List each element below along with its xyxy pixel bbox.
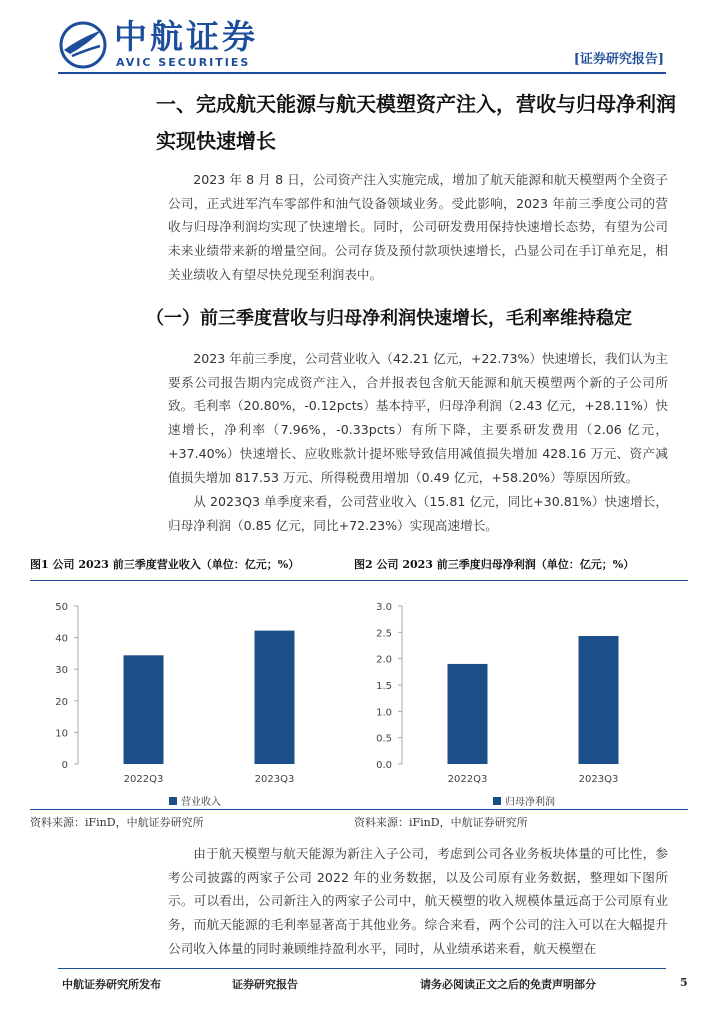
legend-label: 营业收入 bbox=[181, 797, 221, 808]
bar-2023Q3 bbox=[255, 631, 295, 764]
logo-english-name: AVIC SECURITIES bbox=[116, 56, 251, 69]
section2-paragraph1 bbox=[168, 347, 668, 489]
x-tick-label: 2023Q3 bbox=[254, 774, 295, 785]
footer-publisher: 中航证券研究所发布 bbox=[62, 978, 161, 991]
section3-paragraph bbox=[168, 842, 668, 961]
section1-paragraph bbox=[168, 168, 668, 287]
chart-bottom-rule bbox=[30, 809, 364, 810]
y-tick-label: 50 bbox=[55, 602, 68, 613]
chart-source: 资料来源：iFinD，中航证券研究所 bbox=[30, 816, 204, 829]
y-tick-label: 0 bbox=[61, 760, 68, 771]
legend-swatch bbox=[169, 797, 177, 805]
chart-plot-area bbox=[30, 584, 364, 808]
chart-bottom-rule bbox=[354, 809, 688, 810]
y-tick-label: 2.0 bbox=[376, 654, 392, 666]
y-tick-label: 40 bbox=[55, 633, 68, 645]
logo-chinese-name: 中航证券 bbox=[114, 17, 258, 56]
paragraph-text: 2023 年 8 月 8 日，公司资产注入实施完成，增加了航天能源和航天模塑两个全资子公司，正式进军汽车零部件和油气设备领域业务。受此影响，2023 年前三季度公司的营收与归母净利润均实现了快速增长。同时，公司研发费用保持快速增长态势，有望为公司未来业绩带来新的增量空间。公司存货及预付款项快速增长，凸显公司在手订单充足，相关业绩收入有望尽快兑现至利润表中。 bbox=[168, 172, 668, 282]
legend-label: 归母净利润 bbox=[505, 797, 555, 808]
y-tick-label: 30 bbox=[55, 665, 68, 677]
y-tick-label: 1.5 bbox=[376, 681, 392, 692]
bar-2022Q3 bbox=[124, 655, 164, 764]
y-tick-label: 0.5 bbox=[376, 733, 392, 745]
paragraph-text: 2023 年前三季度，公司营业收入（42.21 亿元，+22.73%）快速增长，我们认为主要系公司报告期内完成资产注入，合并报表包含航天能源和航天模塑两个新的子公司所致。毛利率（20.80%，-0.12pcts）基本持平，归母净利润（2.43 亿元，+28.11%）快速增长，净利率（7.96%，-0.33pcts）有所下降，主要系研发费用（2.06 亿元，+37.40%）快速增长、应收账款计提坏账导致信用减值损失增加 428.16 万元、资产减值损失增加 817.53 万元、所得税费用增加（0.49 亿元，+58.20%）等原因所致。 bbox=[168, 351, 668, 485]
chart-plot-area bbox=[354, 584, 688, 808]
x-tick-label: 2022Q3 bbox=[447, 774, 488, 785]
chart-title: 图1 公司 2023 前三季度营业收入（单位：亿元；%） bbox=[30, 558, 300, 571]
subsection-title: （一）前三季度营收与归母净利润快速增长，毛利率维持稳定 bbox=[146, 308, 632, 329]
footer-divider bbox=[58, 968, 666, 969]
footer-report-type: 证券研究报告 bbox=[232, 978, 298, 991]
chart-top-rule bbox=[30, 580, 364, 581]
y-tick-label: 3.0 bbox=[376, 602, 392, 613]
paragraph-text: 由于航天模塑与航天能源为新注入子公司，考虑到公司各业务板块体量的可比性，参考公司披露的两家子公司 2022 年的业务数据，以及公司原有业务数据，整理如下图所示。可以看出，公司新注入的两家子公司中，航天模塑的收入规模体量远高于公司原有业务，而航天能源的毛利率显著高于其他业务。综合来看，两个公司的注入可以在大幅提升公司收入体量的同时兼顾维持盈利水平，同时，从业绩承诺来看，航天模塑在 bbox=[168, 846, 668, 956]
x-tick-label: 2022Q3 bbox=[123, 774, 164, 785]
y-tick-label: 0.0 bbox=[376, 760, 392, 771]
header-divider bbox=[58, 72, 666, 74]
chart-revenue bbox=[30, 556, 364, 829]
page-number: 5 bbox=[680, 976, 688, 989]
y-tick-label: 1.0 bbox=[376, 707, 392, 719]
company-logo bbox=[58, 18, 258, 72]
x-tick-label: 2023Q3 bbox=[578, 774, 619, 785]
chart-title: 图2 公司 2023 前三季度归母净利润（单位：亿元；%） bbox=[354, 558, 635, 571]
paragraph-text: 从 2023Q3 单季度来看，公司营业收入（15.81 亿元，同比+30.81%）快速增长，归母净利润（0.85 亿元，同比+72.23%）实现高速增长。 bbox=[168, 494, 668, 533]
y-tick-label: 2.5 bbox=[376, 628, 392, 640]
section2-paragraph2 bbox=[168, 490, 668, 537]
chart-net-profit bbox=[354, 556, 688, 829]
legend-swatch bbox=[493, 797, 501, 805]
bar-2022Q3 bbox=[448, 664, 488, 764]
y-tick-label: 10 bbox=[55, 728, 68, 740]
section-title-line1: 一、完成航天能源与航天模塑资产注入，营收与归母净利润 bbox=[156, 92, 676, 116]
chart-source: 资料来源：iFinD，中航证券研究所 bbox=[354, 816, 528, 829]
report-type-tag: [证券研究报告] bbox=[573, 52, 664, 67]
chart-top-rule bbox=[354, 580, 688, 581]
footer-disclaimer: 请务必阅读正文之后的免责声明部分 bbox=[420, 978, 596, 991]
avic-logo-icon bbox=[58, 20, 108, 70]
bar-2023Q3 bbox=[579, 636, 619, 764]
section-title-line2: 实现快速增长 bbox=[156, 129, 276, 153]
y-tick-label: 20 bbox=[55, 696, 68, 708]
